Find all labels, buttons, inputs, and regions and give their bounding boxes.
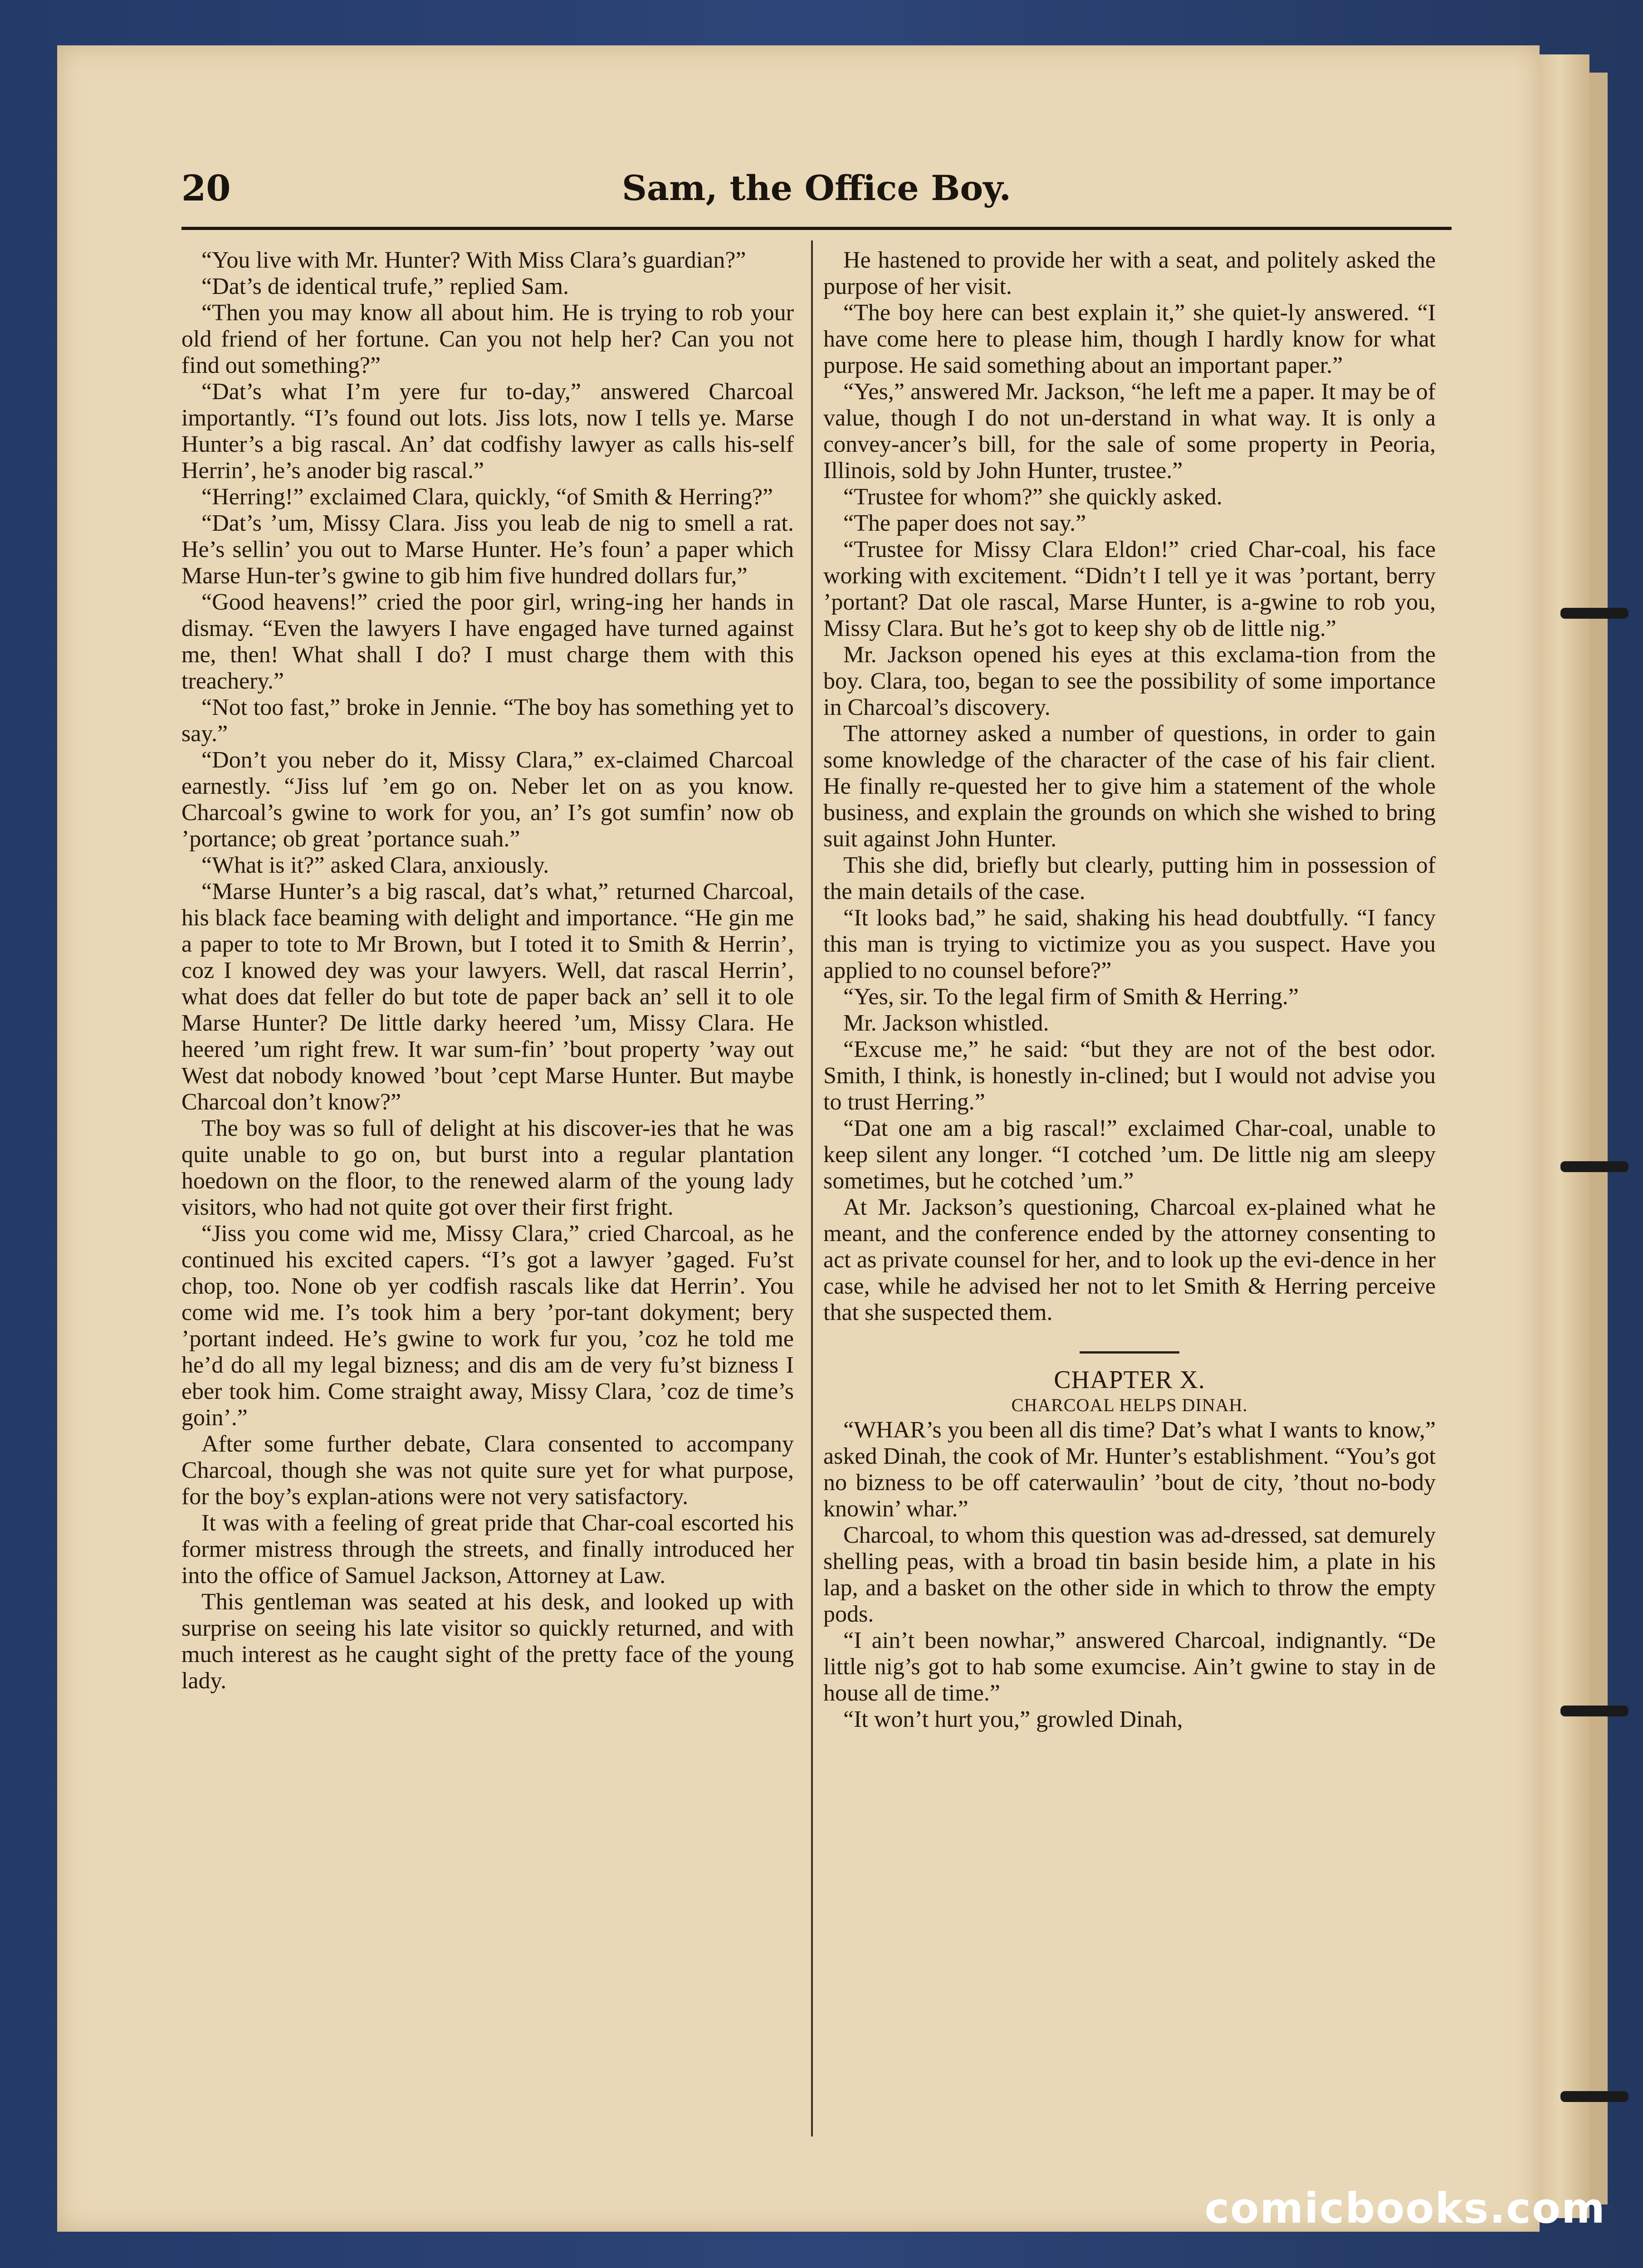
paragraph: “It won’t hurt you,” growled Dinah, — [843, 1706, 1183, 1732]
paragraph: “Trustee for whom?” she quickly asked. — [843, 484, 1222, 510]
paragraph: This gentleman was seated at his desk, and looked up with surprise on seeing his late visitor so quickly returned, and with much interest as he caught sight of the pretty face of the young lady. — [181, 1589, 794, 1694]
paragraph: “Dat’s ’um, Missy Clara. Jiss you leab de nig to smell a rat. He’s sellin’ you out to Marse Hunter. He’s foun’ a paper which Marse Hun-ter’s gwine to gib him five hundred dollars fur,” — [181, 510, 794, 589]
paragraph: “Dat’s what I’m yere fur to-day,” answered Charcoal importantly. “I’s found out lots. Jiss lots, now I tells ye. Marse Hunter’s a big rascal. An’ dat codfishy lawyer as calls his-self Herrin’, he’s anoder big rascal.” — [181, 379, 794, 484]
paragraph: “Don’t you neber do it, Missy Clara,” ex-claimed Charcoal earnestly. “Jiss luf ’em go on. Neber let on as you know. Charcoal’s gwine to work for you, an’ I’s got sumfin’ now ob ’portance; ob great ’portance suah.” — [181, 747, 794, 852]
page-edge — [1540, 54, 1589, 2218]
left-column — [181, 247, 794, 1694]
binding-stitch — [1560, 1161, 1628, 1172]
paragraph: “Then you may know all about him. He is trying to rob your old friend of her fortune. Can you not help her? Can you not find out something?” — [181, 300, 794, 378]
page-number: 20 — [181, 168, 231, 209]
paragraph: “Yes, sir. To the legal firm of Smith & Herring.” — [843, 984, 1299, 1010]
right-column — [823, 247, 1436, 1733]
paragraph: Mr. Jackson whistled. — [843, 1010, 1049, 1036]
paragraph: “Good heavens!” cried the poor girl, wring-ing her hands in dismay. “Even the lawyers I have engaged have turned against me, then! What shall I do? I must charge them with this treachery.” — [181, 589, 794, 694]
chapter-title: CHAPTER X. — [1054, 1366, 1205, 1394]
paragraph: Charcoal, to whom this question was ad-dressed, sat demurely shelling peas, with a broad tin basin beside him, a plate in his lap, and a basket on the other side in which to throw the empty pods. — [823, 1522, 1436, 1627]
paragraph: The attorney asked a number of questions, in order to gain some knowledge of the character of the case of his fair client. He finally re-quested her to give him a statement of the whole business, and explain the grounds on which she wished to bring suit against John Hunter. — [823, 721, 1436, 852]
paragraph: “Marse Hunter’s a big rascal, dat’s what,” returned Charcoal, his black face beaming with delight and importance. “He gin me a paper to tote to Mr Brown, but I toted it to Smith & Herrin’, coz I knowed dey was your lawyers. Well, dat rascal Herrin’, what does dat feller do but tote de paper back an’ sell it to ole Marse Hunter? De little darky heered ’um, Missy Clara. He heered ’um right frew. It war sum-fin’ ’bout property ’way out West dat nobody knowed ’bout ’cept Marse Hunter. But maybe Charcoal don’t know?” — [181, 879, 794, 1115]
binding-stitch — [1560, 608, 1628, 619]
header-rule — [181, 227, 1452, 230]
paragraph: “WHAR’s you been all dis time? Dat’s what I wants to know,” asked Dinah, the cook of Mr. Hunter’s establishment. “You’s got no bizness to be off caterwaulin’ ’bout de city, ’thout no-body knowin’ whar.” — [823, 1417, 1436, 1522]
page-header — [181, 168, 1452, 222]
running-title: Sam, the Office Boy. — [621, 168, 1011, 208]
paragraph: “It looks bad,” he said, shaking his head doubtfully. “I fancy this man is trying to victimize you as you suspect. Have you applied to no counsel before?” — [823, 905, 1436, 983]
paragraph: “The paper does not say.” — [843, 510, 1086, 536]
paragraph: At Mr. Jackson’s questioning, Charcoal ex-plained what he meant, and the conference ended by the attorney consenting to act as private counsel for her, and to look up the evi-dence in her case, while he advised her not to let Smith & Herring perceive that she suspected them. — [823, 1194, 1436, 1325]
paragraph: “I ain’t been nowhar,” answered Charcoal, indignantly. “De little nig’s got to hab some exumcise. Ain’t gwine to stay in de house all de time.” — [823, 1628, 1436, 1706]
chapter-rule — [1080, 1351, 1179, 1354]
column-divider — [811, 240, 813, 2136]
paragraph: “Trustee for Missy Clara Eldon!” cried Char-coal, his face working with excitement. “Didn’t I tell ye it was ’portant, berry ’portant? Dat ole rascal, Marse Hunter, is a-gwine to rob you, Missy Clara. But he’s got to keep shy ob de little nig.” — [823, 537, 1436, 641]
paragraph: “Dat one am a big rascal!” exclaimed Char-coal, unable to keep silent any longer. “I cotched ’um. De little nig am sleepy sometimes, but he cotched ’um.” — [823, 1115, 1436, 1194]
paragraph: “What is it?” asked Clara, anxiously. — [201, 852, 549, 878]
paragraph: The boy was so full of delight at his discover-ies that he was quite unable to go on, but burst into a regular plantation hoedown on the floor, to the renewed alarm of the young lady visitors, who had not quite got over their first fright. — [181, 1115, 794, 1220]
paragraph: “You live with Mr. Hunter? With Miss Clara’s guardian?” — [201, 247, 746, 273]
paragraph: This she did, briefly but clearly, putting him in possession of the main details of the case. — [823, 852, 1436, 904]
paragraph: “Excuse me,” he said: “but they are not of the best odor. Smith, I think, is honestly in-clined; but I would not advise you to trust Herring.” — [823, 1036, 1436, 1115]
chapter-subtitle: CHARCOAL HELPS DINAH. — [1011, 1395, 1248, 1415]
paragraph: It was with a feeling of great pride that Char-coal escorted his former mistress through the streets, and finally introduced her into the office of Samuel Jackson, Attorney at Law. — [181, 1510, 794, 1589]
paragraph: “Not too fast,” broke in Jennie. “The boy has something yet to say.” — [181, 694, 794, 747]
site-watermark: comicbooks.com — [1204, 2184, 1606, 2233]
page-edge-inner — [1589, 73, 1608, 2204]
paragraph: “Jiss you come wid me, Missy Clara,” cried Charcoal, as he continued his excited capers. “I’s got a lawyer ’gaged. Fu’st chop, too. None ob yer codfish rascals like dat Herrin’. You come wid me. I’s took him a bery ’por-tant dokyment; bery ’portant indeed. He’s gwine to work fur you, ’coz he told me he’d do all my legal bizness; and dis am de very fu’st bizness I eber took him. Come straight away, Missy Clara, ’coz de time’s goin’.” — [181, 1221, 794, 1431]
paragraph: “Dat’s de identical trufe,” replied Sam. — [201, 274, 569, 299]
binding-stitch — [1560, 1706, 1628, 1716]
paragraph: Mr. Jackson opened his eyes at this exclama-tion from the boy. Clara, too, began to see the possibility of some importance in Charcoal’s discovery. — [823, 642, 1436, 720]
paragraph: “The boy here can best explain it,” she quiet-ly answered. “I have come here to please him, though I hardly know for what purpose. He said something about an important paper.” — [823, 300, 1436, 378]
paragraph: “Herring!” exclaimed Clara, quickly, “of Smith & Herring?” — [201, 484, 773, 510]
paragraph: After some further debate, Clara consented to accompany Charcoal, though she was not quite sure yet for what purpose, for the boy’s explan-ations were not very satisfactory. — [181, 1431, 794, 1510]
paragraph: He hastened to provide her with a seat, and politely asked the purpose of her visit. — [823, 247, 1436, 299]
binding-stitch — [1560, 2091, 1628, 2102]
paragraph: “Yes,” answered Mr. Jackson, “he left me a paper. It may be of value, though I do not un-derstand in what way. It is only a convey-ancer’s bill, for the sale of some property in Peoria, Illinois, sold by John Hunter, trustee.” — [823, 379, 1436, 484]
